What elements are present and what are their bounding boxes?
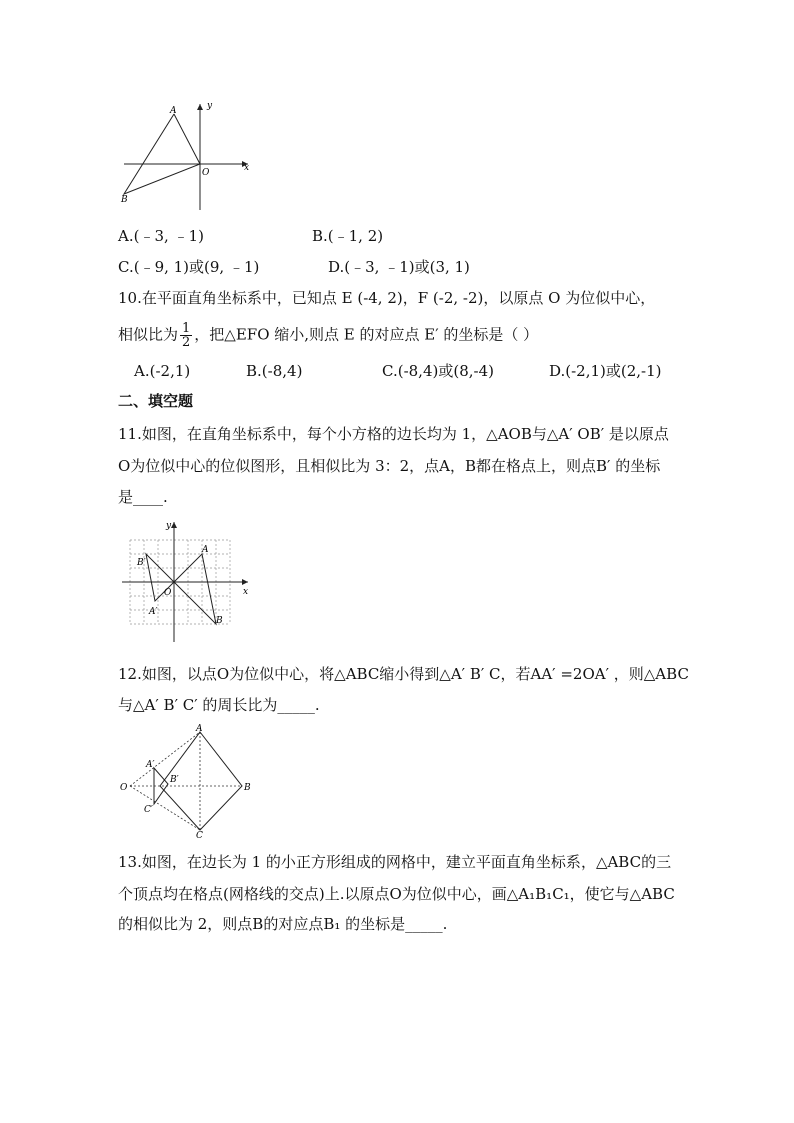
q11-figure <box>120 518 254 644</box>
q9-y-label: y <box>207 101 213 111</box>
q12-label-b: B <box>244 783 251 793</box>
q12-label-a: A <box>196 724 203 734</box>
q10-frac-num: 1 <box>182 321 191 336</box>
q12-line2: 与△A′ B′ C′ 的周长比为_____. <box>118 696 320 714</box>
q11-y-label: y <box>166 521 172 531</box>
q11-label-a-prime: A′ <box>149 607 158 617</box>
q9-x-label: x <box>244 163 250 173</box>
q13-line2: 个顶点均在格点(网格线的交点)上.以原点O为位似中心，画△A₁B₁C₁，使它与△ABC <box>118 885 675 903</box>
q11-line1: 11.如图，在直角坐标系中，每个小方格的边长均为 1，△AOB与△A′ OB′ 是以原点 <box>118 425 669 443</box>
q10-line2-post: ，把△EFO 缩小,则点 E 的对应点 E′ 的坐标是（ ） <box>194 325 539 344</box>
q10-line2-pre: 相似比为 <box>118 325 179 344</box>
q9-option-a: A.(﹣3, ﹣1) <box>118 227 204 245</box>
q10-line1: 10.在平面直角坐标系中，已知点 E (-4, 2)，F (-2, -2)，以原点 O 为位似中心， <box>118 289 656 307</box>
q10-option-b: B.(-8,4) <box>246 362 303 380</box>
q11-line2: O为位似中心的位似图形，且相似比为 3：2，点A，B都在格点上，则点B′ 的坐标 <box>118 457 661 475</box>
q10-option-a: A.(-2,1) <box>134 362 191 380</box>
q9-label-a: A <box>170 106 177 116</box>
q12-label-c: C <box>196 831 203 838</box>
q10-option-c: C.(-8,4)或(8,-4) <box>382 362 494 380</box>
q12-label-b-prime: B′ <box>170 775 179 785</box>
q11-label-b: B <box>216 616 223 626</box>
q9-figure <box>118 98 258 216</box>
q10-option-d: D.(-2,1)或(2,-1) <box>549 362 662 380</box>
q11-label-o: O <box>164 588 172 598</box>
q12-figure <box>116 722 256 838</box>
q9-option-c: C.(﹣9, 1)或(9, ﹣1) <box>118 258 260 276</box>
q12-label-a-prime: A′ <box>146 760 155 770</box>
q13-line1: 13.如图，在边长为 1 的小正方形组成的网格中，建立平面直角坐标系，△ABC的三 <box>118 853 672 871</box>
q12-line1: 12.如图，以点O为位似中心，将△ABC缩小得到△A′ B′ C，若AA′ =2OA′ ，则△ABC <box>118 665 689 683</box>
section-title: 二、填空题 <box>118 392 194 410</box>
q12-label-c-prime: C′ <box>144 805 153 815</box>
q10-frac-den: 2 <box>182 335 191 350</box>
q11-x-label: x <box>243 587 249 597</box>
q9-label-b: B <box>121 195 128 205</box>
q10-line2 <box>118 322 538 349</box>
q10-fraction <box>180 322 192 349</box>
q9-option-b: B.(﹣1, 2) <box>312 227 384 245</box>
q12-label-o: O <box>120 783 128 793</box>
q11-label-b-prime: B′ <box>137 558 146 568</box>
q11-label-a: A <box>202 545 209 555</box>
q11-line3: 是____. <box>118 488 168 506</box>
q9-label-o: O <box>202 168 210 178</box>
q9-option-d: D.(﹣3, ﹣1)或(3, 1) <box>328 258 470 276</box>
q13-line3: 的相似比为 2，则点B的对应点B₁ 的坐标是_____. <box>118 915 448 933</box>
